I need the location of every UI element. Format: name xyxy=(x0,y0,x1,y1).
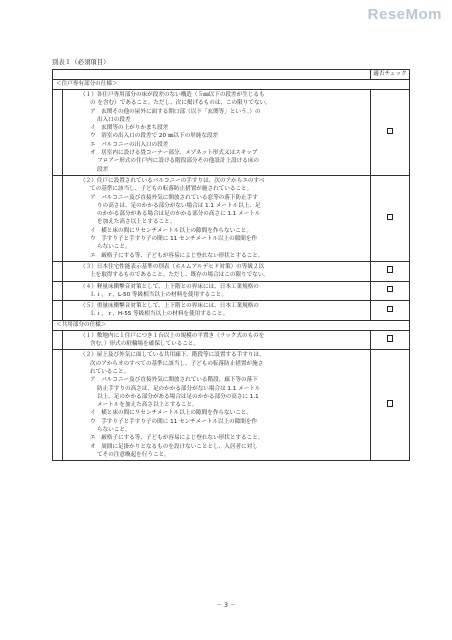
requirement-line: を加えた高さ以上とすること。 xyxy=(97,219,176,226)
indent-cell xyxy=(53,175,63,261)
requirement-line: ア バルコニー及び直接外気に開放されている階段、廊下等の落下 xyxy=(90,377,258,384)
compliance-checkbox[interactable] xyxy=(387,306,394,313)
compliance-checkbox[interactable] xyxy=(387,335,394,342)
requirement-line: 出入口の段差 xyxy=(97,116,131,123)
requirement-line: イ 横と床の間に９センチメートル以上の隙間を作らないこと。 xyxy=(90,410,252,417)
compliance-checkbox[interactable] xyxy=(387,266,394,273)
indent-cell xyxy=(53,90,63,176)
requirement-line: 段差 xyxy=(97,166,109,173)
requirement-line: ての基準に該当し、子どもの転落防止措置が施されていること。 xyxy=(90,186,253,193)
check-cell xyxy=(371,330,410,350)
check-column-header: 適否チェック xyxy=(371,70,410,80)
requirement-row xyxy=(53,281,410,301)
indent-cell xyxy=(53,281,63,301)
compliance-checkbox[interactable] xyxy=(387,128,394,135)
indent-cell xyxy=(53,350,63,461)
requirement-line: （２）屋上及び外気に面している共用廊下、階段等に設置する手すりは、 xyxy=(80,352,265,359)
requirement-row xyxy=(53,330,410,350)
requirement-text-cell xyxy=(63,330,371,350)
requirement-line: エ 厳格子にする等、子どもが容易によじ登れない形状とすること。 xyxy=(90,435,264,442)
requirement-line: れていること。 xyxy=(90,368,130,375)
requirement-line: てその注意喚起を行うこと。 xyxy=(97,451,170,458)
requirement-line: Ｌｉ，ｒ，L-50 等級相当以上の材料を使用すること。 xyxy=(90,291,227,298)
check-cell xyxy=(371,175,410,261)
compliance-checkbox[interactable] xyxy=(387,214,394,221)
requirements-table xyxy=(52,69,410,461)
requirement-line: イ 横と床の間に９センチメートル以上の隙間を作らないこと。 xyxy=(90,227,252,234)
requirement-text-cell xyxy=(63,175,371,261)
check-cell xyxy=(371,261,410,281)
requirement-line: 以上、足のかかる部分がある場合は足のかかる部分の高さに 1.1 xyxy=(97,393,259,400)
requirement-line: 次のアからオのすべての基準に該当し、子どもの転落防止措置が施さ xyxy=(90,360,264,367)
requirement-line: 防止手すりの高さは、足のかかる部分がない場合は 1.1 メートル xyxy=(97,385,261,392)
requirement-line: Ｌｉ，ｒ，H-55 等級相当以上の材料を使用すること。 xyxy=(90,311,229,318)
requirement-line: オ 周囲に足掛かりとなるものを設けないこととし、入居者に対し xyxy=(90,443,258,450)
indent-cell xyxy=(53,261,63,281)
requirement-line: りの高さは、足のかかる部分がない場合は 1.1 メートル以上、足 xyxy=(97,202,261,209)
section-label: ＜共用部分の仕様＞ xyxy=(53,320,410,330)
requirement-line: のかかる部分がある場合は足のかかる部分の高さに 1.1 メートル xyxy=(97,211,261,218)
check-cell xyxy=(371,301,410,321)
requirement-row xyxy=(53,350,410,461)
requirement-line: エ バルコニーの出入口の段差 xyxy=(90,141,169,148)
requirement-row xyxy=(53,175,410,261)
check-cell xyxy=(371,350,410,461)
section-row xyxy=(53,320,410,330)
page-number: － 3 － xyxy=(216,602,236,609)
indent-cell xyxy=(53,330,63,350)
requirement-line: メートルを加えた高さ以上とすること。 xyxy=(97,402,198,409)
indent-cell xyxy=(53,301,63,321)
check-cell xyxy=(371,90,410,176)
requirement-line: エ 厳格子にする等、子どもが容易によじ登れない形状とすること。 xyxy=(90,252,264,259)
resemom-watermark: ReseMom xyxy=(367,6,442,23)
page-title: 別表１（必須項目） xyxy=(52,58,110,66)
requirement-text-cell xyxy=(63,350,371,461)
requirement-line: らないこと。 xyxy=(97,426,131,433)
section-row xyxy=(53,80,410,90)
requirement-line: オ 居室内に設ける畳コーナー部分、メゾネット形式又はスキップ xyxy=(90,150,258,157)
requirement-line: 上を取得するものであること。ただし、既存の場合はこの限りでない。 xyxy=(90,272,270,279)
requirement-line: ア 玄関その他の屋外に面する開口部（以下「玄関等」という。）の xyxy=(90,108,261,115)
requirement-line: （５）重量床衝撃音対策として、上下階との界床には、日本工業規格の xyxy=(80,303,259,310)
requirement-text-cell xyxy=(63,281,371,301)
requirement-line: の を含む）であること。ただし、次に掲げるものは、この限りでない。 xyxy=(90,100,271,107)
requirement-line: ア バルコニー及び直接外気に開放されている窓等の落下防止手す xyxy=(90,194,258,201)
table-header-row xyxy=(53,70,410,80)
requirement-row xyxy=(53,261,410,281)
requirement-text-cell xyxy=(63,261,371,281)
requirement-line: （１）各住戸専用部分の床が段差のない構造（５㎜以下の段差が生じるも xyxy=(80,92,265,98)
header-blank-cell xyxy=(53,70,371,80)
section-label: ＜住戸専有部分の仕様＞ xyxy=(53,80,410,90)
requirement-line: （２）住戸に設置されているバルコニーの手すりは、次のアからエのすべ xyxy=(80,177,265,184)
table-body xyxy=(53,70,410,461)
requirement-row xyxy=(53,301,410,321)
requirement-line: （３）日本住宅性能表示基準の別表（ホルムアルデヒド対策）の等級２以 xyxy=(80,263,265,270)
requirement-line: イ 玄関等の上がりかまち段差 xyxy=(90,125,169,132)
check-cell xyxy=(371,281,410,301)
requirement-line: ウ 浴室の出入口の段差で 20 ㎜以下の単純な段差 xyxy=(90,133,219,140)
requirement-row xyxy=(53,90,410,176)
requirement-line: （４）軽量床衝撃音対策として、上下階との界床には、日本工業規格の xyxy=(80,283,259,290)
requirement-line: らないこと。 xyxy=(97,244,131,251)
requirement-line: フロアー形式の住戸内に設ける階段部分その他設計上設ける床の xyxy=(97,158,260,165)
requirement-line: ウ 手すり子と手すり子の間に 11 センチメートル以上の隙間を作 xyxy=(90,236,258,243)
requirement-line: 含む。）形式の駐輪場を確保していること。 xyxy=(90,341,200,348)
compliance-checkbox[interactable] xyxy=(387,286,394,293)
requirement-line: （１）敷地内に１住戸につき１台以上の規模の平置き（ラック式のものを xyxy=(80,332,265,339)
requirement-text-cell xyxy=(63,90,371,176)
compliance-checkbox[interactable] xyxy=(387,400,394,407)
requirement-line: ウ 手すり子と手すり子の間に 11 センチメートル以上の隙間を作 xyxy=(90,418,258,425)
requirement-text-cell xyxy=(63,301,371,321)
